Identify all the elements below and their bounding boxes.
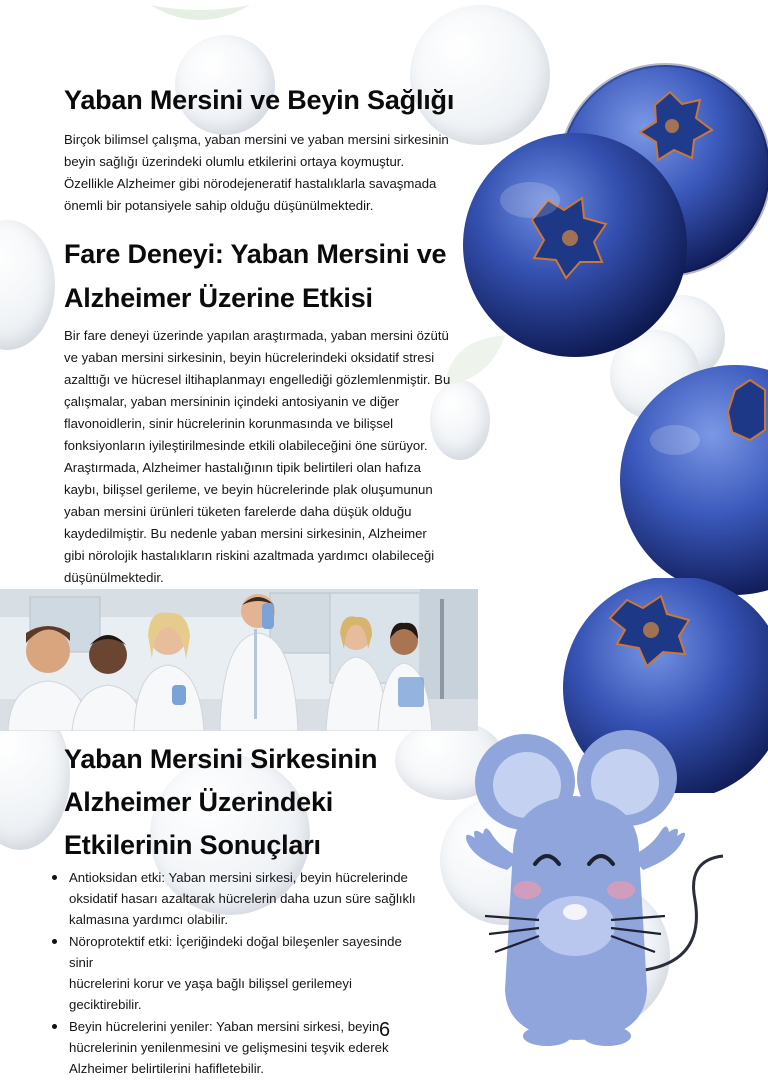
text-line: kaybı, bilişsel gerileme, ve beyin hücrelerinde plak oluşumunun: [64, 482, 433, 497]
leaf-decoration: [145, 0, 255, 30]
title-line: Alzheimer Üzerindeki: [64, 787, 334, 817]
lab-scene-illustration: [0, 589, 478, 731]
text-line: flavonoidlerin, sinir hücrelerinin korunmasında ve bilişsel: [64, 416, 394, 431]
lab-photo: [0, 589, 478, 731]
text-line: çalışmalar, yaban mersininin içindeki antosiyanin ve diğer: [64, 394, 399, 409]
text-line: önemli bir potansiyele sahip olduğu düşünülmektedir.: [64, 198, 374, 213]
list-item: [48, 1016, 428, 1079]
text-line: kalmasına yardımcı olabilir.: [69, 912, 229, 927]
text-line: Antioksidan etki: Yaban mersini sirkesi, beyin hücrelerinde: [69, 870, 408, 885]
text-line: gibi nörolojik hastalıkların riskini azaltmada yardımcı olabileceği: [64, 548, 435, 563]
text-line: beyin sağlığı üzerindeki olumlu etkilerini ortaya koymuştur.: [64, 154, 405, 169]
text-line: ve yaban mersini sirkesinin, beyin hücrelerindeki oksidatif stresi: [64, 350, 435, 365]
section-paragraph: [64, 129, 464, 217]
text-line: Nöroprotektif etki: İçeriğindeki doğal bileşenler sayesinde sinir: [69, 934, 402, 970]
text-line: kaydedilmiştir. Bu nedenle yaban mersini sirkesinin, Alzheimer: [64, 526, 427, 541]
text-line: Birçok bilimsel çalışma, yaban mersini ve yaban mersini sirkesinin: [64, 132, 449, 147]
text-line: oksidatif hasarı azaltarak hücrelerin daha uzun süre sağlıklı: [69, 891, 416, 906]
list-item: [48, 931, 428, 1015]
list-item: [48, 867, 428, 930]
text-line: Araştırmada, Alzheimer hastalığının tipik belirtileri olan hafıza: [64, 460, 421, 475]
text-line: azalttığı ve hücresel iltihaplanmayı engellediği gözlemlenmiştir. Bu: [64, 372, 451, 387]
title-line: Yaban Mersini Sirkesinin: [64, 744, 378, 774]
text-line: düşünülmektedir.: [64, 570, 164, 585]
results-list: [48, 867, 428, 1080]
text-line: hücrelerinin yenilenmesini ve gelişmesini teşvik ederek: [69, 1040, 389, 1055]
section-paragraph: [64, 325, 474, 589]
text-line: Alzheimer belirtilerini hafifletebilir.: [69, 1061, 264, 1076]
text-line: fonksiyonların iyileştirilmesinde etkili olabileceğini öne sürüyor.: [64, 438, 428, 453]
text-line: Bir fare deneyi üzerinde yapılan araştırmada, yaban mersini özütü: [64, 328, 449, 343]
section-title: Yaban Mersini ve Beyin Sağlığı: [64, 85, 455, 115]
text-line: Özellikle Alzheimer gibi nörodejeneratif hastalıklarla savaşmada: [64, 176, 437, 191]
text-line: yaban mersini ürünleri tüketen farelerde daha düşük olduğu: [64, 504, 412, 519]
section-title: [64, 738, 377, 867]
title-line: Etkilerinin Sonuçları: [64, 830, 321, 860]
blueberry-image: [460, 60, 768, 600]
mouse-illustration: [455, 730, 755, 1050]
section-title: [64, 232, 446, 320]
title-line: Fare Deneyi: Yaban Mersini ve: [64, 239, 447, 269]
background-bubble: [0, 220, 55, 350]
page-number: 6: [379, 1019, 391, 1041]
text-line: hücrelerini korur ve yaşa bağlı bilişsel gerilemeyi geciktirebilir.: [69, 976, 352, 1012]
text-line: Beyin hücrelerini yeniler: Yaban mersini sirkesi, beyin: [69, 1019, 380, 1034]
title-line: Alzheimer Üzerine Etkisi: [64, 283, 373, 313]
